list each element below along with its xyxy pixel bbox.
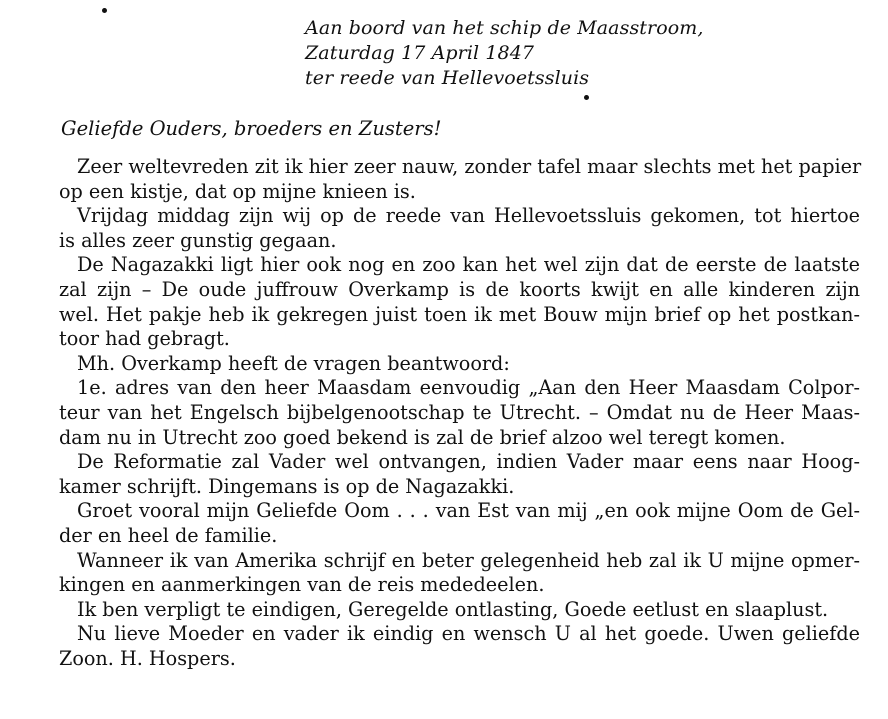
body-line: der en heel de familie. [59,523,278,547]
body-line: Ik ben verpligt te eindigen, Geregelde ontlasting, Goede eetlust en slaaplust. [77,597,829,621]
body-line: 1e. adres van den heer Maasdam eenvoudig „Aan den Heer Maasdam Colpor- [77,376,860,400]
body-line: kamer schrijft. Dingemans is op de Nagazakki. [59,474,515,498]
letter-heading [305,16,704,91]
body-line: Wanneer ik van Amerika schrijf en beter gelegenheid heb zal ik U mijne opmer- [77,548,860,572]
body-line: zal zijn – De oude juffrouw Overkamp is de koorts kwijt en alle kinderen zijn [59,277,860,301]
body-line: De Nagazakki ligt hier ook nog en zoo kan het wel zijn dat de eerste de laatste [77,253,860,277]
body-line: is alles zeer gunstig gegaan. [59,228,337,252]
heading-line-location: Aan boord van het schip de Maasstroom, [305,17,704,39]
body-line: Zeer weltevreden zit ik hier zeer nauw, zonder tafel maar slechts met het papier [77,155,862,178]
body-line: teur van het Engelsch bijbelgenootschap te Utrecht. – Omdat nu de Heer Maas- [59,400,860,424]
body-line: De Reformatie zal Vader wel ontvangen, indien Vader maar eens naar Hoog- [77,450,860,474]
ink-dot [102,8,107,13]
signature-line: Zoon. H. Hospers. [59,646,236,670]
ink-dot [584,95,589,100]
body-line: Groet vooral mijn Geliefde Oom . . . van Est van mij „en ook mijne Oom de Gel- [77,499,860,523]
heading-line-place: ter reede van Hellevoetssluis [305,67,590,89]
body-line: kingen en aanmerkingen van de reis mededeelen. [59,573,545,597]
body-line: op een kistje, dat op mijne knieen is. [59,179,416,203]
body-line: toor had gebragt. [59,327,230,351]
body-line: Mh. Overkamp heeft de vragen beantwoord: [77,351,510,375]
heading-line-date: Zaturdag 17 April 1847 [305,42,535,64]
body-line: Vrijdag middag zijn wij op de reede van Hellevoetssluis gekomen, tot hiertoe [77,204,860,228]
salutation: Geliefde Ouders, broeders en Zusters! [61,117,442,140]
body-line: wel. Het pakje heb ik gekregen juist toen ik met Bouw mijn brief op het postkan- [59,302,860,326]
body-line: dam nu in Utrecht zoo goed bekend is zal de brief alzoo wel teregt komen. [59,425,786,449]
body-line: Nu lieve Moeder en vader ik eindig en wensch U al het goede. Uwen geliefde [77,622,860,646]
letter-body [59,155,860,671]
